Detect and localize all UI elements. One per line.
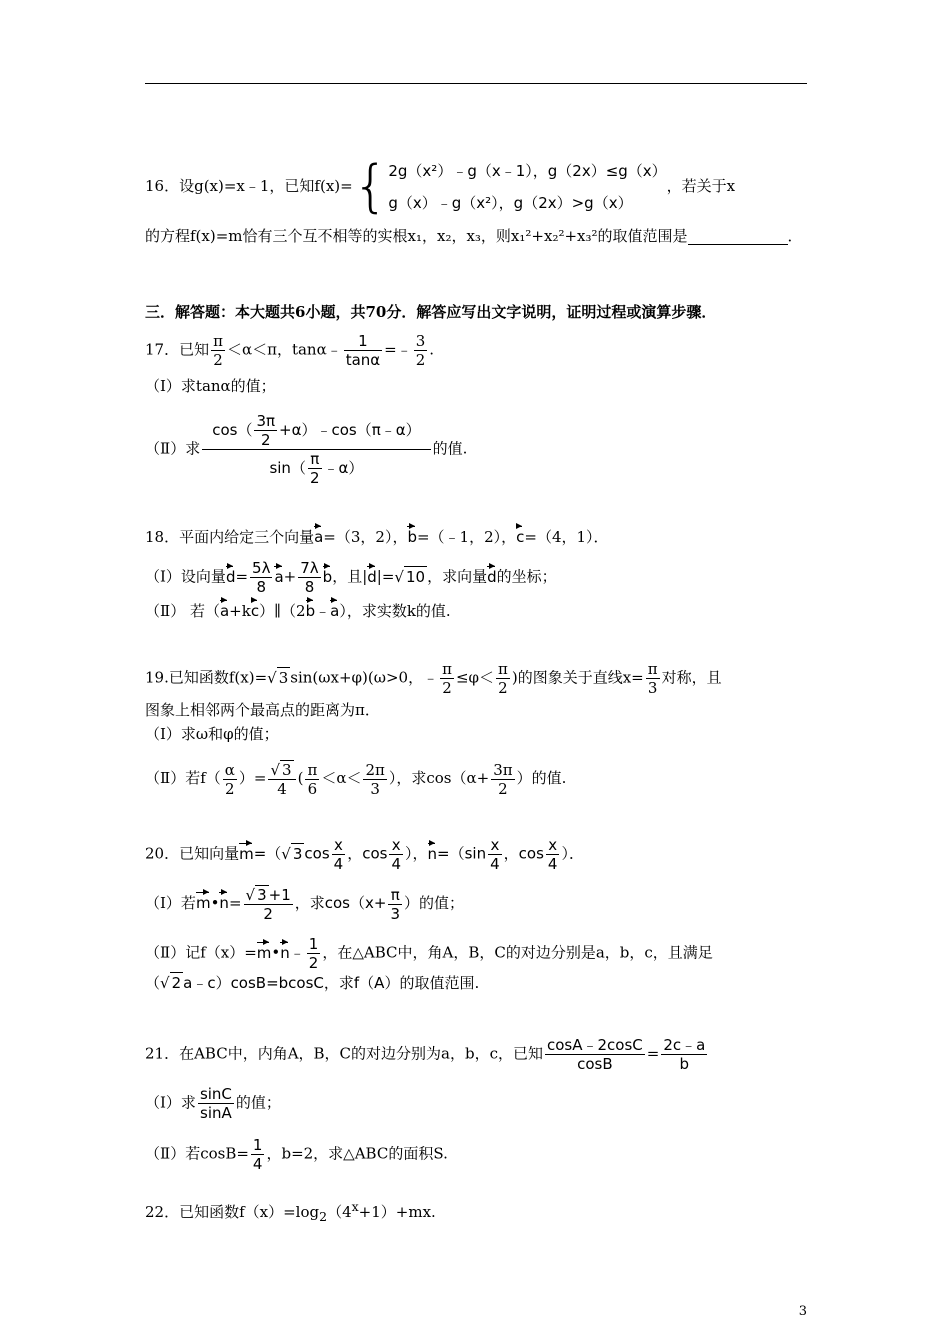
cases-brace: { — [352, 154, 389, 219]
q19-part1: （Ⅰ）求ω和φ的值； — [145, 725, 279, 743]
q16-line1: 16．设g(x)=x﹣1，已知f(x)={ 2g（x²）﹣g（x﹣1），g（2x）≤g（x） g（x）﹣g（x²），g（2x）>g（x） ，若关于x — [145, 154, 736, 219]
q20-part1: （Ⅰ）若m•n= $\frac{√ 3 +1}{2}$ ，求cos（x+ $\frac{\pi}{3}$ ）的值； — [145, 885, 464, 923]
vector-n: n — [428, 841, 438, 861]
case-1: 2g（x²）﹣g（x﹣1），g（2x）≤g（x） — [388, 162, 667, 180]
q21-line1: 21．在ABC中，内角A，B，C的对边分别为a，b，c，已知 $\frac{\cos A﹣2\cos C}{\cos B}$ = $\frac{2c﹣a}{b}$ — [145, 1036, 706, 1073]
case-2: g（x）﹣g（x²），g（2x）>g（x） — [388, 194, 633, 212]
big-fraction: cos（ $\frac{3\pi}{2}$ +α）﹣cos（π﹣α） sin（ $\frac{\pi}{2}$ ﹣α） — [202, 412, 430, 487]
q21-part1: （Ⅰ）求 $\frac{\sin C}{\sin A}$ 的值； — [145, 1085, 281, 1122]
q19-part2: （Ⅱ）若f（ $\frac{\alpha}{2}$ ）= $\frac{√ 3}{4}$ ( $\frac{\pi}{6}$ ＜α＜ $\frac{2\pi}{3}$ ），求cos（α+ $\frac{3\pi}{2}$ ）的值. — [145, 760, 567, 798]
section3-heading: 三．解答题：本大题共6小题，共70分．解答应写出文字说明，证明过程或演算步骤． — [145, 303, 717, 321]
vector-b: b — [407, 524, 417, 544]
q20-part2: （Ⅱ）记f（x）=m•n﹣ $\frac{1}{2}$ ，在△ABC中，角A，B，C的对边分别是a，b，c，且满足 — [145, 935, 713, 972]
sqrt-10: √ 10 — [394, 567, 426, 586]
q17-part1: （Ⅰ）求tanα的值； — [145, 377, 276, 395]
q20-line1: 20．已知向量m=（√ 3 cos $\frac{x}{4}$ ，cos $\frac{x}{4}$ ），n=（sin $\frac{x}{4}$ ，cos $\frac{x}{4}$ ）． — [145, 836, 584, 873]
q19-line2: 图象上相邻两个最高点的距离为π． — [145, 701, 380, 719]
vector-c: c — [516, 524, 524, 544]
q18-part2: （Ⅱ） 若（a+kc）∥（2b﹣a），求实数k的值. — [145, 598, 451, 621]
vector-a: a — [314, 524, 323, 544]
answer-blank — [688, 228, 788, 245]
q19-line1: 19.已知函数f(x)=√ 3 sin(ωx+φ)(ω>0，﹣ $\frac{\pi}{2}$ ≤φ＜ $\frac{\pi}{2}$ )的图象关于直线x= $\frac{\pi}{3}$ 对称，且 — [145, 660, 722, 697]
q18-line1: 18．平面内给定三个向量a=（3，2），b=（﹣1，2），c=（4，1）． — [145, 524, 609, 547]
frac-3-over-2: $\frac{3}{2}$ — [415, 332, 426, 369]
q17-part2: （Ⅱ）求 cos（ $\frac{3\pi}{2}$ +α）﹣cos（π﹣α） sin（ $\frac{\pi}{2}$ ﹣α） 的值. — [145, 412, 468, 487]
frac-1-over-tan: $\frac{1}{\tan\alpha}$ — [345, 332, 381, 369]
q16-line2: 的方程f(x)=m恰有三个互不相等的实根x₁，x₂，x₃，则x₁²+x₂²+x₃²的取值范围是 ． — [145, 227, 803, 245]
vector-m: m — [239, 841, 254, 861]
q18-part1: （Ⅰ）设向量d= $\frac{5\lambda}{8}$ a+ $\frac{7\lambda}{8}$ b，且|d|=√ 10 ，求向量d的坐标； — [145, 559, 557, 596]
sqrt-3: √ 3 — [267, 668, 289, 687]
q17-line1: 17．已知 $\frac{\pi}{2}$ ＜α＜π，tanα﹣ $\frac{1}{\tan\alpha}$ =﹣ $\frac{3}{2}$ . — [145, 332, 435, 369]
q22-line1: 22．已知函数$f(x)=\log_2(4^x+1)+mx$. — [145, 1199, 436, 1224]
header-rule — [145, 83, 807, 84]
frac-pi-over-2: $\frac{\pi}{2}$ — [213, 332, 223, 369]
page-number: 3 — [798, 1304, 807, 1319]
piecewise-cases — [388, 155, 666, 219]
q21-part2: （Ⅱ）若cosB= $\frac{1}{4}$ ，b=2，求△ABC的面积S. — [145, 1136, 448, 1173]
q20-line5: （√ 2 a﹣c）cosB=bcosC，求f（A）的取值范围. — [145, 974, 480, 992]
